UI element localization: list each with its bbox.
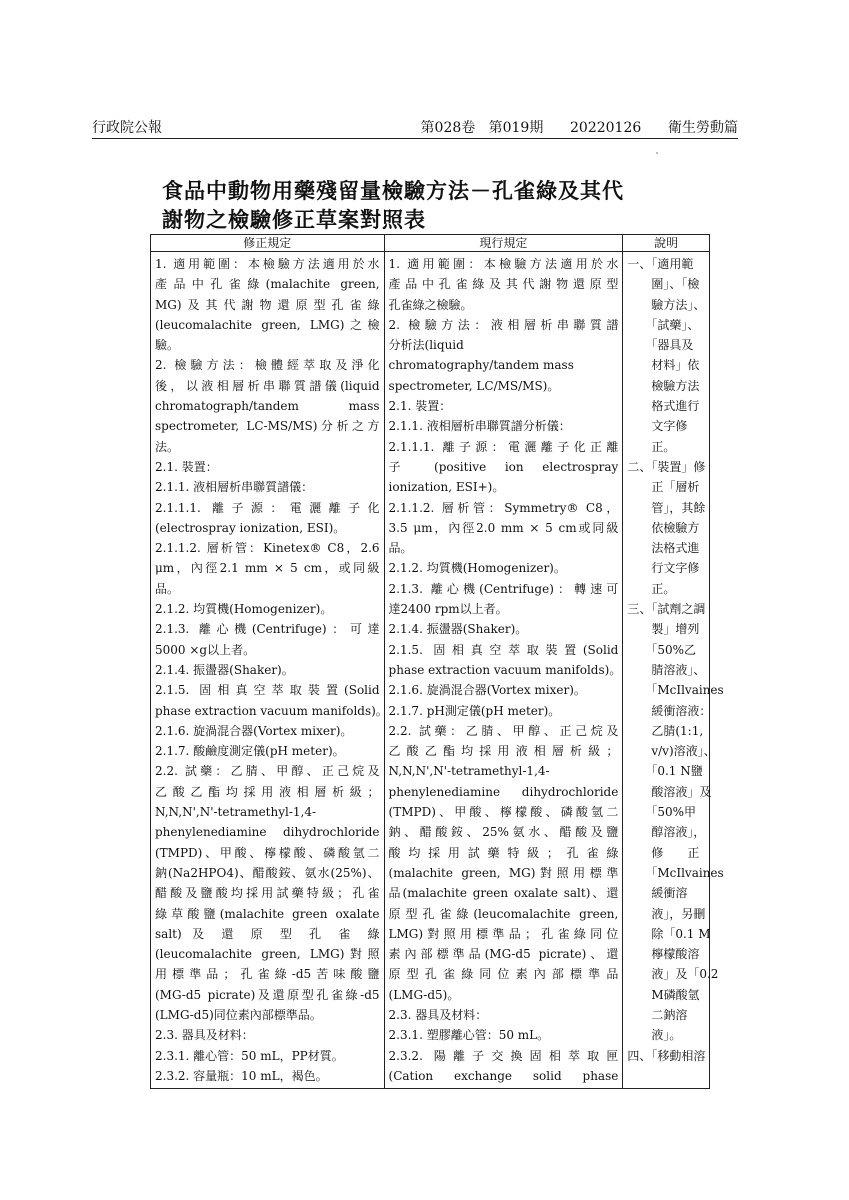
- column-header-notes: 說明: [623, 235, 710, 252]
- text-line: spectrometer, LC/MS/MS)。: [388, 378, 560, 393]
- text-line: 2.3.1. 塑膠離心管：50 mL。: [388, 1028, 550, 1043]
- note-line: 四、「移動相溶: [627, 1048, 706, 1063]
- text-line: (leucomalachite green, LMG)對照: [155, 947, 380, 962]
- text-line: chromatography/tandem mass: [388, 358, 574, 373]
- text-line: 產品中孔雀綠(malachite green,: [155, 277, 380, 292]
- note-line: 一、「適用範: [627, 257, 694, 271]
- text-line: 2.1.2. 均質機(Homogenizer)。: [388, 561, 566, 576]
- text-line: 品(malachite green oxalate salt)、還: [388, 886, 619, 901]
- table-header-row: [151, 235, 710, 252]
- table-body-row: [151, 252, 710, 1089]
- column-header-current: 現行規定: [384, 235, 623, 252]
- text-line: 綠草酸鹽(malachite green oxalate: [155, 906, 380, 921]
- note-line: 液」及「0.2: [627, 967, 719, 982]
- note-line: 圍」、「檢: [627, 277, 700, 292]
- text-line: 2.3.1. 離心管：50 mL，PP材質。: [155, 1048, 344, 1063]
- revised-provisions-cell: [151, 252, 388, 1089]
- note-line: 除「0.1 M: [627, 926, 711, 941]
- text-line: 達2400 rpm以上者。: [388, 602, 508, 617]
- text-line: 2.3. 器具及材料：: [155, 1028, 254, 1043]
- text-line: 品。: [388, 541, 413, 556]
- text-line: 2.2. 試藥：乙腈、甲醇、正己烷及: [155, 764, 380, 779]
- text-line: (Cation exchange solid phase: [388, 1068, 619, 1083]
- text-line: 分析法(liquid: [388, 338, 464, 353]
- note-line: 緩衝溶液：: [627, 703, 712, 718]
- note-line: 酸溶液」及: [627, 784, 712, 799]
- text-line: 2.1.1.2. 層析管：Kinetex® C8，2.6: [155, 541, 380, 556]
- note-line: 緩衝溶: [627, 886, 688, 901]
- text-line: 2.1.7. pH測定儀(pH meter)。: [388, 703, 561, 718]
- note-line: 「試藥」、: [627, 317, 700, 332]
- text-line: 3.5 μm，內徑2.0 mm × 5 cm或同級: [388, 520, 619, 535]
- text-line: 2.1. 裝置：: [388, 399, 452, 414]
- notes-cell: [623, 252, 724, 1089]
- note-line: 修 正: [627, 845, 700, 860]
- text-line: 酸均採用試藥特級；孔雀綠: [388, 845, 619, 860]
- text-line: 素內部標準品(MG-d5 picrate)、還: [388, 947, 619, 962]
- note-line: 正。: [627, 581, 676, 596]
- scan-speck: [656, 152, 658, 154]
- note-line: M磷酸氫: [627, 987, 700, 1002]
- text-line: phenylenediamine dihydrochloride: [155, 825, 380, 840]
- text-line: 孔雀綠之檢驗。: [388, 297, 473, 312]
- text-line: MG)及其代謝物還原型孔雀綠: [155, 297, 380, 312]
- text-line: N,N,N',N'-tetramethyl-1,4-: [388, 764, 550, 779]
- text-line: phase extraction vacuum manifolds)。: [388, 662, 622, 677]
- text-line: 乙酸乙酯均採用液相層析級；: [388, 744, 619, 759]
- note-line: 「McIlvaines: [627, 683, 724, 698]
- text-line: 原型孔雀綠(leucomalachite green,: [388, 906, 619, 921]
- text-line: 醋酸及鹽酸均採用試藥特級；孔雀: [155, 886, 380, 901]
- text-line: (TMPD)、甲酸、檸檬酸、磷酸氫二: [388, 805, 619, 820]
- note-line: 材料」依: [627, 358, 700, 373]
- note-line: 二、「裝置」修: [627, 459, 706, 474]
- issue-info: 第028卷 第019期 20220126 衛生勞動篇: [420, 120, 738, 136]
- text-line: 2.1.5. 固相真空萃取裝置(Solid: [155, 683, 380, 698]
- text-line: (LMG-d5)。: [388, 987, 460, 1002]
- note-line: 液」，另刪: [627, 906, 706, 921]
- text-line: 2.1.1.2. 層析管：Symmetry® C8，: [388, 500, 619, 515]
- text-line: 用標準品；孔雀綠-d5苦味酸鹽: [155, 967, 380, 982]
- text-line: 2.1.1.1. 離子源：電灑離子化正離: [388, 439, 619, 454]
- note-line: 格式進行: [627, 399, 700, 414]
- note-line: 乙腈(1:1,: [627, 723, 704, 738]
- note-line: 腈溶液」、: [627, 662, 706, 677]
- text-line: 2.1.4. 振盪器(Shaker)。: [155, 662, 294, 677]
- gazette-header: [92, 118, 738, 139]
- column-header-revised: 修正規定: [151, 235, 385, 252]
- text-line: 2.1.1. 液相層析串聯質譜儀：: [155, 480, 314, 495]
- text-line: 原型孔雀綠同位素內部標準品: [388, 967, 619, 982]
- note-line: 檢驗方法: [627, 378, 700, 393]
- text-line: 2.1.3. 離心機(Centrifuge)：可達: [155, 622, 380, 637]
- text-line: 2.1.5. 固相真空萃取裝置(Solid: [388, 642, 619, 657]
- text-line: (MG-d5 picrate)及還原型孔雀綠-d5: [155, 987, 380, 1002]
- text-line: 子 (positive ion electrospray: [388, 459, 619, 474]
- note-line: 文字修: [627, 419, 688, 434]
- text-line: ionization, ESI+)。: [388, 480, 505, 495]
- text-line: salt) 及 還 原 型 孔 雀 綠: [155, 926, 380, 941]
- note-line: 行文字修: [627, 561, 700, 576]
- text-line: (TMPD)、甲酸、檸檬酸、磷酸氫二: [155, 845, 380, 860]
- note-line: 依檢驗方: [627, 520, 700, 535]
- text-line: 2.3. 器具及材料：: [388, 1007, 488, 1022]
- note-line: 法格式進: [627, 541, 700, 556]
- publisher-name: 行政院公報: [92, 120, 162, 136]
- note-line: 正「層析: [627, 480, 700, 495]
- note-line: 醇溶液」，: [627, 825, 706, 840]
- text-line: 2.3.2. 陽離子交換固相萃取匣: [388, 1048, 619, 1063]
- title-line-1: 食品中動物用藥殘留量檢驗方法－孔雀綠及其代: [162, 178, 624, 203]
- document-title: [162, 176, 722, 234]
- note-line: 二鈉溶: [627, 1007, 688, 1022]
- text-line: 2.2. 試藥：乙腈、甲醇、正己烷及: [388, 723, 619, 738]
- text-line: 1. 適用範圍：本檢驗方法適用於水: [155, 257, 380, 271]
- text-line: (malachite green, MG)對照用標準: [388, 865, 619, 880]
- text-line: 2.1.4. 振盪器(Shaker)。: [388, 622, 528, 637]
- comparison-table: [150, 234, 724, 1089]
- note-line: 管」，其餘: [627, 500, 706, 515]
- text-line: phenylenediamine dihydrochloride: [388, 784, 619, 799]
- text-line: N,N,N',N'-tetramethyl-1,4-: [155, 805, 317, 820]
- current-provisions-text: [388, 254, 622, 1086]
- note-line: 正。: [627, 439, 676, 454]
- text-line: 驗。: [155, 338, 180, 353]
- text-line: 鈉(Na2HPO4)、醋酸銨、氨水(25%)、: [155, 865, 380, 880]
- note-line: 「50%甲: [627, 805, 697, 820]
- text-line: 2. 檢驗方法：檢體經萃取及淨化: [155, 358, 380, 373]
- text-line: 乙酸乙酯均採用液相層析級；: [155, 784, 380, 799]
- note-line: 製」增列: [627, 622, 700, 637]
- text-line: 品。: [155, 581, 180, 596]
- text-line: 2.1.1. 液相層析串聯質譜分析儀：: [388, 419, 571, 434]
- text-line: 後，以液相層析串聯質譜儀(liquid: [155, 378, 380, 393]
- note-line: 三、「試劑之調: [627, 602, 706, 617]
- current-provisions-cell: [384, 252, 623, 1089]
- text-line: 5000 ×g以上者。: [155, 642, 256, 657]
- text-line: (electrospray ionization, ESI)。: [155, 520, 346, 535]
- note-line: 驗方法」、: [627, 297, 706, 312]
- text-line: 2.1.7. 酸鹼度測定儀(pH meter)。: [155, 744, 345, 759]
- text-line: phase extraction vacuum manifolds)。: [155, 703, 388, 718]
- text-line: 2.1.3. 離心機(Centrifuge)：轉速可: [388, 581, 619, 596]
- note-line: 檸檬酸溶: [627, 947, 700, 962]
- text-line: μm，內徑2.1 mm × 5 cm，或同級: [155, 561, 380, 576]
- text-line: 2.1. 裝置：: [155, 459, 218, 474]
- text-line: 2.1.6. 旋渦混合器(Vortex mixer)。: [155, 723, 353, 738]
- note-line: 「0.1 N鹽: [627, 764, 703, 779]
- text-line: 2.3.2. 容量瓶：10 mL，褐色。: [155, 1068, 328, 1083]
- text-line: 鈉、醋酸銨、25%氨水、醋酸及鹽: [388, 825, 619, 840]
- text-line: 2.1.6. 旋渦混合器(Vortex mixer)。: [388, 683, 586, 698]
- note-line: 「器具及: [627, 338, 694, 353]
- text-line: 2. 檢驗方法：液相層析串聯質譜: [388, 317, 619, 332]
- text-line: (leucomalachite green, LMG)之檢: [155, 317, 380, 332]
- notes-text: [627, 254, 724, 1066]
- note-line: 「50%乙: [627, 642, 697, 657]
- text-line: (LMG-d5)同位素內部標準品。: [155, 1007, 322, 1022]
- note-line: 「McIlvaines: [627, 865, 724, 880]
- text-line: 2.1.1.1. 離子源：電灑離子化: [155, 500, 380, 515]
- note-line: 液」。: [627, 1028, 682, 1043]
- text-line: 2.1.2. 均質機(Homogenizer)。: [155, 602, 333, 617]
- note-line: v/v)溶液」、: [627, 744, 716, 759]
- revised-provisions-text: [155, 254, 388, 1086]
- text-line: spectrometer, LC-MS/MS)分析之方: [155, 419, 380, 434]
- text-line: LMG)對照用標準品；孔雀綠同位: [388, 926, 619, 941]
- text-line: chromatograph/tandem mass: [155, 399, 380, 414]
- text-line: 法。: [155, 439, 180, 454]
- text-line: 產品中孔雀綠及其代謝物還原型: [388, 277, 619, 292]
- text-line: 1. 適用範圍：本檢驗方法適用於水: [388, 257, 619, 271]
- title-line-2: 謝物之檢驗修正草案對照表: [162, 207, 426, 232]
